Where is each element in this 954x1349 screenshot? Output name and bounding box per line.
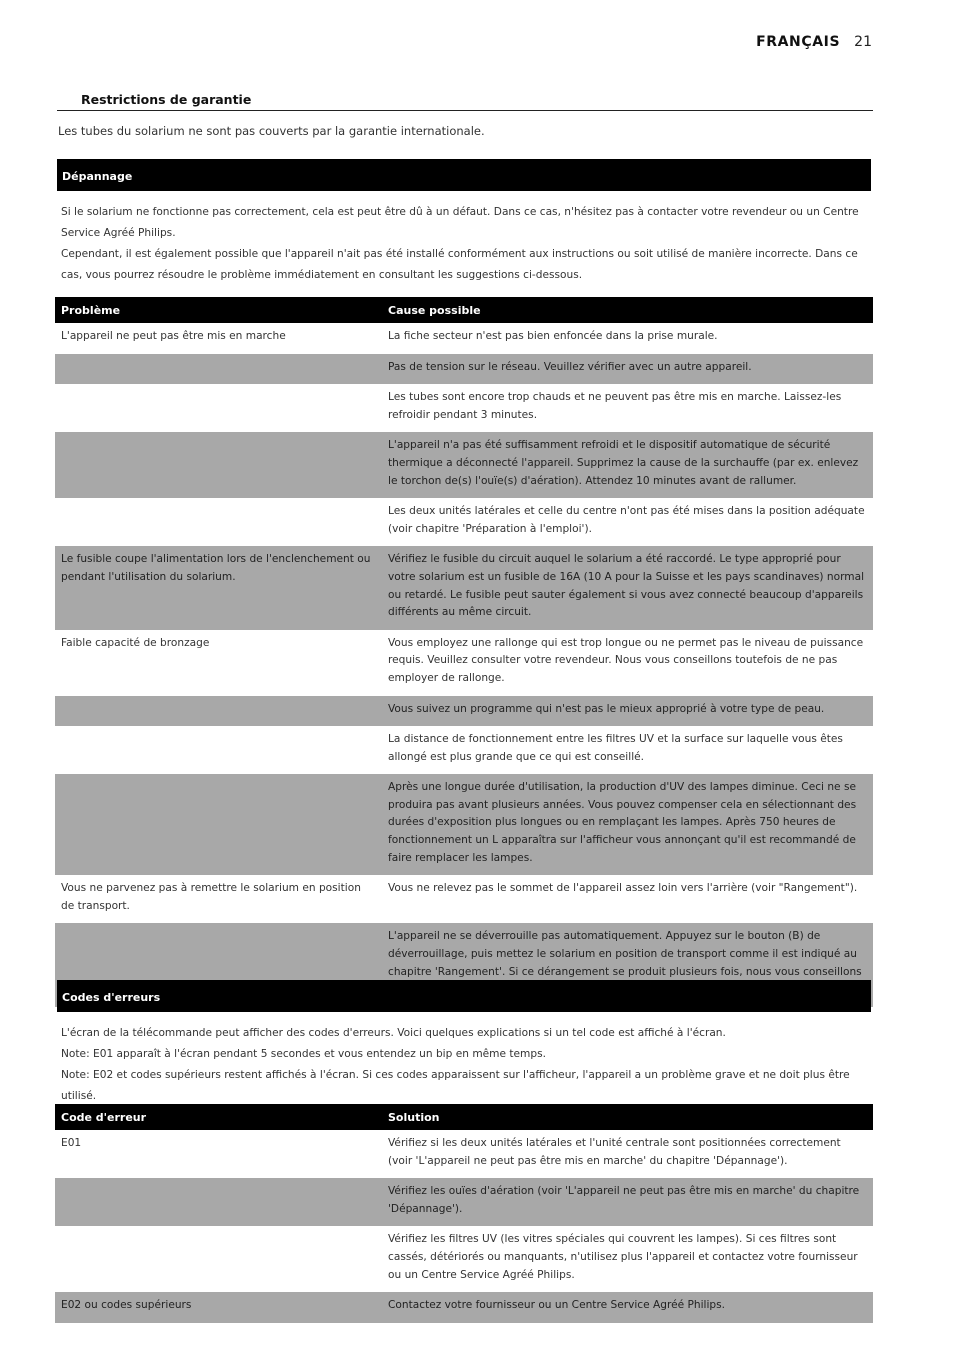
page-number: 21 (854, 34, 872, 50)
table-row (55, 1226, 873, 1292)
cause-cell: Vous employez une rallonge qui est trop longue ou ne permet pas le niveau de puissance requis. Veuillez consulter votre revendeur. Nous vous conseillons toutefois de ne pas employer de rallonge. (388, 636, 864, 684)
cause-cell: Vous suivez un programme qui n'est pas le mieux approprié à votre type de peau. (382, 696, 873, 727)
code-cell (55, 1226, 382, 1292)
table-row (55, 384, 873, 432)
table-row (55, 726, 873, 774)
cause-cell: Pas de tension sur le réseau. Veuillez vérifier avec un autre appareil. (382, 354, 873, 385)
error-codes-table (55, 1104, 873, 1323)
cause-cell: La fiche secteur n'est pas bien enfoncée dans la prise murale. (388, 330, 718, 342)
problem-cell (55, 696, 382, 727)
code-cell: E01 (61, 1137, 82, 1149)
error-codes-paragraph: Note: E02 et codes supérieurs restent affichés à l'écran. Si ces codes apparaissent sur l'afficheur, l'appareil a un problème grave et ne doit plus être utilisé. (61, 1069, 850, 1102)
warranty-title: Restrictions de garantie (81, 92, 252, 107)
table-row (55, 498, 873, 546)
table-row (55, 354, 873, 385)
problem-cell (55, 384, 382, 432)
error-codes-intro (61, 1023, 867, 1107)
column-header-solution: Solution (382, 1104, 873, 1130)
code-cell: E02 ou codes supérieurs (55, 1292, 382, 1323)
troubleshooting-paragraph: Cependant, il est également possible que l'appareil n'ait pas été installé conformément aux instructions ou soit utilisé de manière incorrecte. Dans ce cas, vous pourrez résoudre le problème immédiatement en consultant les suggestions ci-dessous. (61, 248, 858, 281)
table-row (55, 774, 873, 875)
column-header-code: Code d'erreur (55, 1104, 382, 1130)
table-row (55, 696, 873, 727)
language-label: FRANÇAIS (756, 34, 841, 50)
table-row (55, 546, 873, 629)
troubleshooting-heading: Dépannage (57, 159, 871, 191)
problem-cell (55, 498, 382, 546)
page-header (756, 34, 872, 50)
solution-cell: Vérifiez les filtres UV (les vitres spéciales qui couvrent les lampes). Si ces filtres sont cassés, détériorés ou manquants, n'utilisez plus l'appareil et contactez votre fournisseur ou un Centre Service Agréé Philips. (388, 1233, 858, 1281)
solution-cell: Contactez votre fournisseur ou un Centre Service Agréé Philips. (382, 1292, 873, 1323)
cause-cell: L'appareil n'a pas été suffisamment refroidi et le dispositif automatique de sécurité thermique a déconnecté l'appareil. Supprimez la cause de la surchauffe (par ex. enlevez le torchon de(s) l'ouïe(s) d'aération). Attendez 10 minutes avant de rallumer. (382, 432, 873, 498)
troubleshooting-table (55, 297, 873, 1007)
solution-cell: Vérifiez si les deux unités latérales et l'unité centrale sont positionnées correctement (voir 'L'appareil ne peut pas être mis en marche' du chapitre 'Dépannage'). (388, 1137, 841, 1167)
column-header-problem: Problème (55, 297, 382, 323)
table-row (55, 875, 873, 923)
table-row (55, 432, 873, 498)
problem-cell (55, 774, 382, 875)
cause-cell: L'appareil ne se déverrouille pas automatiquement. Appuyez sur le bouton (B) de déverrouillage, puis mettez le solarium en position de transport comme il est indiqué au chapitre 'Rangement'. Si ce dérangement se produit plusieurs fois, nous vous conseillons (382, 923, 873, 1006)
cause-cell: Vérifiez le fusible du circuit auquel le solarium a été raccordé. Le type approprié pour votre solarium est un fusible de 16A (10 A pour la Suisse et les pays scandinaves) normal ou retardé. Le fusible peut sauter également si vous avez connecté beaucoup d'appareils différents au même circuit. (382, 546, 873, 629)
error-codes-paragraph: L'écran de la télécommande peut afficher des codes d'erreurs. Voici quelques explications si un tel code est affiché à l'écran. (61, 1027, 726, 1039)
table-header-row (55, 297, 873, 323)
problem-cell: Le fusible coupe l'alimentation lors de l'enclenchement ou pendant l'utilisation du solarium. (55, 546, 382, 629)
table-row (55, 1178, 873, 1226)
warranty-text: Les tubes du solarium ne sont pas couverts par la garantie internationale. (58, 124, 485, 138)
table-row (55, 323, 873, 354)
cause-cell: Les deux unités latérales et celle du centre n'ont pas été mises dans la position adéquate (voir chapitre 'Préparation à l'emploi'). (388, 505, 865, 535)
problem-cell (55, 354, 382, 385)
table-row (55, 630, 873, 696)
table-row (55, 1130, 873, 1178)
troubleshooting-paragraph: Si le solarium ne fonctionne pas correctement, cela est peut être dû à un défaut. Dans ce cas, n'hésitez pas à contacter votre revendeur ou un Centre Service Agréé Philips. (61, 206, 859, 239)
table-header-row (55, 1104, 873, 1130)
problem-cell: Vous ne parvenez pas à remettre le solarium en position de transport. (61, 882, 361, 912)
error-codes-heading: Codes d'erreurs (57, 980, 871, 1012)
code-cell (55, 1178, 382, 1226)
cause-cell: Après une longue durée d'utilisation, la production d'UV des lampes diminue. Ceci ne se produira pas avant plusieurs années. Vous pouvez compenser cela en sélectionnant des durées d'exposition plus longues ou en remplaçant les lampes. Après 750 heures de fonctionnement un L apparaîtra sur l'afficheur vous annonçant qu'il est recommandé de faire remplacer les lampes. (382, 774, 873, 875)
cause-cell: Vous ne relevez pas le sommet de l'appareil assez loin vers l'arrière (voir "Rangement"). (388, 882, 858, 895)
table-row (55, 1292, 873, 1323)
cause-cell: La distance de fonctionnement entre les filtres UV et la surface sur laquelle vous êtes allongé est plus grande que ce qui est conseillé. (388, 733, 843, 763)
cause-cell: Les tubes sont encore trop chauds et ne peuvent pas être mis en marche. Laissez-les refroidir pendant 3 minutes. (388, 391, 842, 421)
problem-cell (55, 726, 382, 774)
error-codes-paragraph: Note: E01 apparaît à l'écran pendant 5 secondes et vous entendez un bip en même temps. (61, 1048, 546, 1060)
column-header-cause: Cause possible (382, 297, 873, 323)
solution-cell: Vérifiez les ouïes d'aération (voir 'L'appareil ne peut pas être mis en marche' du chapitre 'Dépannage'). (382, 1178, 873, 1226)
problem-cell: Faible capacité de bronzage (61, 636, 210, 649)
section-divider (57, 110, 873, 111)
troubleshooting-intro (61, 202, 867, 286)
problem-cell (55, 432, 382, 498)
problem-cell: L'appareil ne peut pas être mis en marche (61, 330, 286, 342)
